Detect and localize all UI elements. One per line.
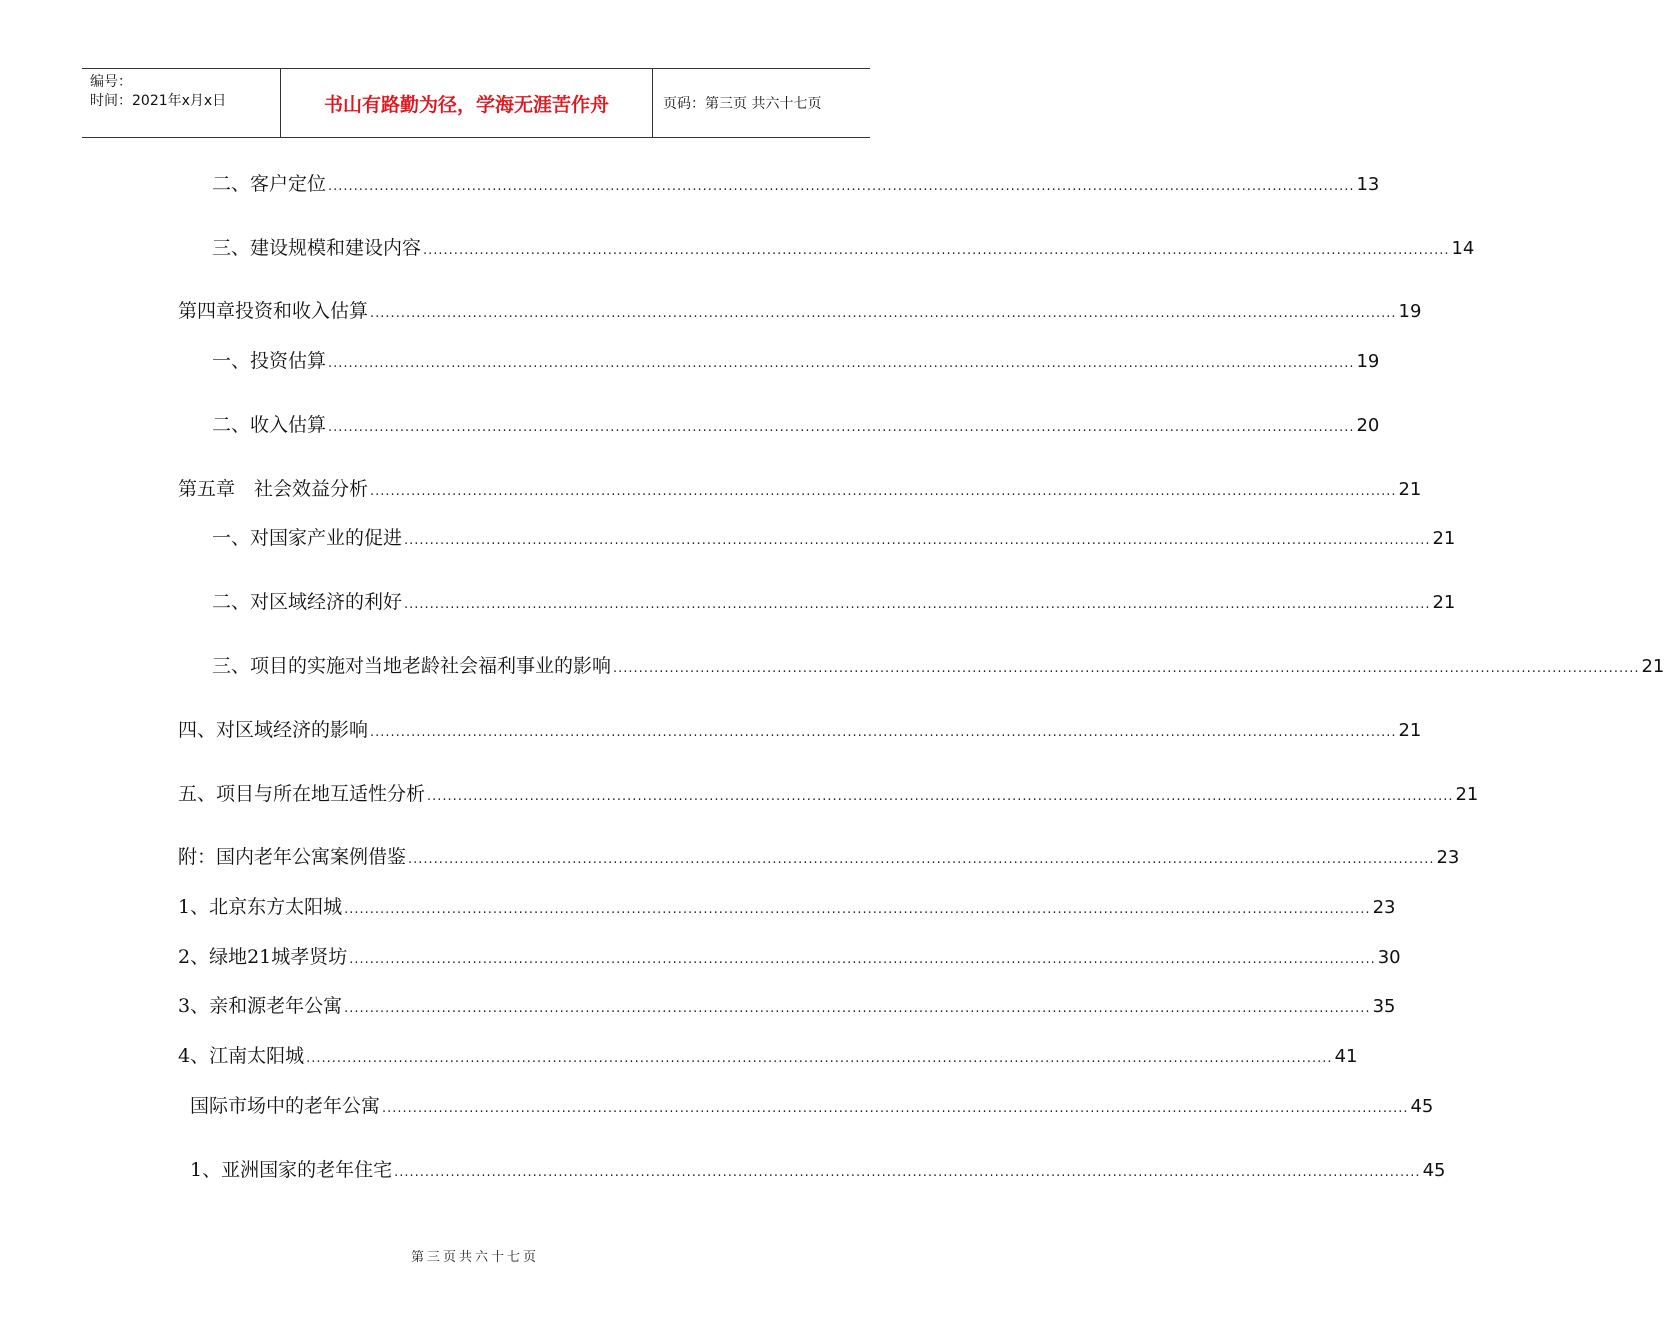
toc-entry[interactable] xyxy=(212,590,1456,617)
toc-leader-dots: ........................................................................................................................................................................................................ xyxy=(328,179,1355,194)
header-motto: 书山有路勤为径，学海无涯苦作舟 xyxy=(281,69,653,137)
toc-entry[interactable] xyxy=(178,994,1396,1021)
toc-entry-label: 一、投资估算 xyxy=(212,350,327,372)
toc-entry-label: 国际市场中的老年公寓 xyxy=(190,1095,381,1117)
toc-entry-label: 附：国内老年公寓案例借鉴 xyxy=(178,846,407,868)
toc-leader-dots: ........................................................................................................................................................................................................ xyxy=(370,306,1397,321)
time-label: 时间：2021年x月x日 xyxy=(90,93,227,109)
toc-entry-page: 14 xyxy=(1451,238,1475,259)
toc-entry-page: 23 xyxy=(1372,897,1396,918)
toc-entry[interactable] xyxy=(212,349,1380,376)
toc-entry[interactable] xyxy=(190,1158,1446,1185)
toc-entry[interactable] xyxy=(212,654,1664,681)
toc-entry-label: 二、客户定位 xyxy=(212,173,327,195)
toc-entry-page: 45 xyxy=(1410,1096,1434,1117)
toc-entry-page: 21 xyxy=(1398,479,1422,500)
toc-entry-label: 3、亲和源老年公寓 xyxy=(178,995,343,1017)
number-label: 编号： xyxy=(90,74,132,90)
toc-entry[interactable] xyxy=(190,1094,1434,1121)
toc-entry-label: 二、对区域经济的利好 xyxy=(212,591,403,613)
toc-entry-label: 1、亚洲国家的老年住宅 xyxy=(190,1159,393,1181)
toc-entry-label: 2、绿地21城孝贤坊 xyxy=(178,946,348,968)
toc-entry[interactable] xyxy=(178,299,1422,326)
toc-entry-label: 三、项目的实施对当地老龄社会福利事业的影响 xyxy=(212,655,612,677)
toc-leader-dots: ........................................................................................................................................................................................................ xyxy=(344,902,1371,917)
toc-entry[interactable] xyxy=(178,895,1396,922)
toc-entry-label: 五、项目与所在地互适性分析 xyxy=(178,783,426,805)
toc-entry-page: 19 xyxy=(1398,301,1422,322)
toc-entry[interactable] xyxy=(178,845,1460,872)
toc-entry-label: 第五章 社会效益分析 xyxy=(178,478,369,500)
toc-leader-dots: ........................................................................................................................................................................................................ xyxy=(613,661,1640,676)
toc-entry-page: 13 xyxy=(1356,174,1380,195)
toc-entry-page: 21 xyxy=(1455,784,1479,805)
toc-entry-page: 45 xyxy=(1422,1160,1446,1181)
toc-leader-dots: ........................................................................................................................................................................................................ xyxy=(408,852,1435,867)
page-footer: 第三页共六十七页 xyxy=(410,1250,539,1265)
toc-entry[interactable] xyxy=(178,718,1422,745)
toc-entry-page: 35 xyxy=(1372,996,1396,1017)
toc-entry-label: 四、对区域经济的影响 xyxy=(178,719,369,741)
toc-entry[interactable] xyxy=(178,945,1401,972)
toc-leader-dots: ........................................................................................................................................................................................................ xyxy=(370,484,1397,499)
toc-entry-page: 23 xyxy=(1436,847,1460,868)
toc-entry-label: 二、收入估算 xyxy=(212,414,327,436)
toc-entry[interactable] xyxy=(212,172,1380,199)
toc-chapter-title: 投资和收入估算 xyxy=(235,300,369,322)
toc-entry-page: 41 xyxy=(1334,1046,1358,1067)
toc-entry-page: 21 xyxy=(1432,592,1456,613)
toc-chapter-number: 第四章 xyxy=(178,300,236,322)
toc-leader-dots: ........................................................................................................................................................................................................ xyxy=(404,597,1431,612)
toc-entry[interactable] xyxy=(212,526,1456,553)
toc-leader-dots: ........................................................................................................................................................................................................ xyxy=(344,1001,1371,1016)
toc-leader-dots: ........................................................................................................................................................................................................ xyxy=(423,243,1450,258)
toc-entry-page: 20 xyxy=(1356,415,1380,436)
toc-leader-dots: ........................................................................................................................................................................................................ xyxy=(404,533,1431,548)
toc-entry-page: 30 xyxy=(1377,947,1401,968)
toc-leader-dots: ........................................................................................................................................................................................................ xyxy=(370,725,1397,740)
toc-entry-label: 1、北京东方太阳城 xyxy=(178,896,343,918)
toc-leader-dots: ........................................................................................................................................................................................................ xyxy=(382,1101,1409,1116)
toc-entry-label: 4、江南太阳城 xyxy=(178,1045,305,1067)
header-page-info: 页码：第三页 共六十七页 xyxy=(663,96,822,112)
toc-leader-dots: ........................................................................................................................................................................................................ xyxy=(328,420,1355,435)
toc-entry-label: 三、建设规模和建设内容 xyxy=(212,237,422,259)
toc-leader-dots: ........................................................................................................................................................................................................ xyxy=(427,789,1454,804)
toc-entry-page: 21 xyxy=(1398,720,1422,741)
toc-leader-dots: ........................................................................................................................................................................................................ xyxy=(349,952,1376,967)
toc-entry[interactable] xyxy=(178,477,1422,504)
toc-entry[interactable] xyxy=(212,413,1380,440)
toc-entry[interactable] xyxy=(212,236,1475,263)
toc-entry-page: 21 xyxy=(1641,656,1664,677)
toc-entry-page: 19 xyxy=(1356,351,1380,372)
toc-entry[interactable] xyxy=(178,1044,1358,1071)
toc-leader-dots: ........................................................................................................................................................................................................ xyxy=(306,1051,1333,1066)
toc-entry[interactable] xyxy=(178,782,1479,809)
toc-leader-dots: ........................................................................................................................................................................................................ xyxy=(328,356,1355,371)
toc-entry-label: 一、对国家产业的促进 xyxy=(212,527,403,549)
toc-leader-dots: ........................................................................................................................................................................................................ xyxy=(394,1165,1421,1180)
toc-entry-page: 21 xyxy=(1432,528,1456,549)
